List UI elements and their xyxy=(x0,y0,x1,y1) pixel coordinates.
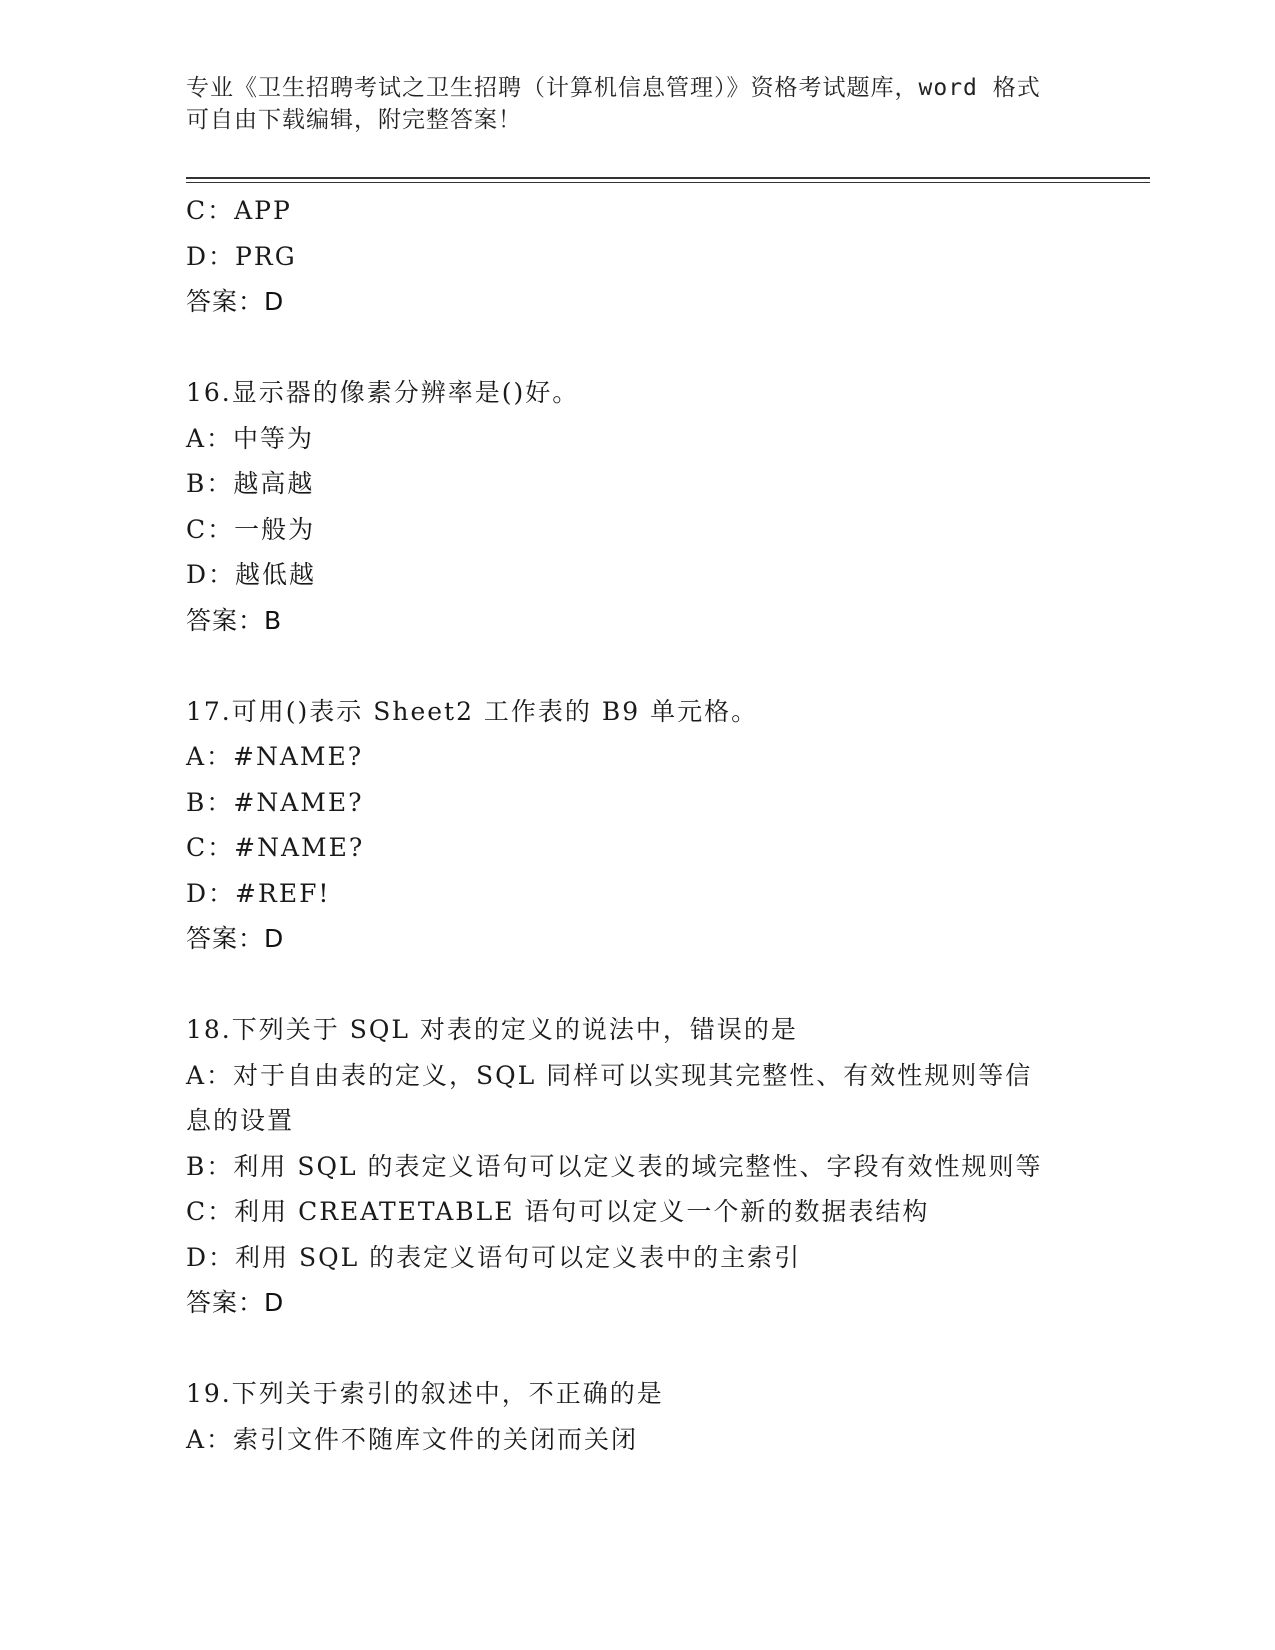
question-list xyxy=(186,188,1066,1462)
option-a: A：#NAME? xyxy=(186,742,364,771)
option-a-continued: 息的设置 xyxy=(186,1106,295,1135)
question-15-tail xyxy=(186,188,1066,325)
option-a: A：对于自由表的定义，SQL 同样可以实现其完整性、有效性规则等信 xyxy=(186,1060,1033,1090)
question-18 xyxy=(186,1007,1066,1326)
option-b: B：越高越 xyxy=(186,469,315,498)
header-line-2: 可自由下载编辑，附完整答案！ xyxy=(186,107,522,133)
option-d: D：#REF! xyxy=(186,878,331,908)
header-divider-thin xyxy=(186,182,1150,183)
question-17 xyxy=(186,689,1066,962)
option-a: A：索引文件不随库文件的关闭而关闭 xyxy=(186,1424,639,1454)
question-19 xyxy=(186,1371,1066,1462)
option-a: A：中等为 xyxy=(186,423,315,453)
answer-line: 答案：D xyxy=(186,924,285,953)
document-header xyxy=(186,72,1066,136)
answer-line: 答案：D xyxy=(186,1288,285,1317)
question-stem: 16.显示器的像素分辨率是()好。 xyxy=(186,378,580,407)
option-c: C：一般为 xyxy=(186,514,316,544)
option-b: B：利用 SQL 的表定义语句可以定义表的域完整性、字段有效性规则等 xyxy=(186,1151,1043,1181)
answer-line: 答案：D xyxy=(186,287,285,316)
spacer xyxy=(186,962,1066,1008)
option-b: B：#NAME? xyxy=(186,787,364,817)
question-stem: 18.下列关于 SQL 对表的定义的说法中，错误的是 xyxy=(186,1015,798,1044)
question-stem: 19.下列关于索引的叙述中，不正确的是 xyxy=(186,1379,664,1408)
option-d: D：PRG xyxy=(186,241,297,271)
option-c: C：利用 CREATETABLE 语句可以定义一个新的数据表结构 xyxy=(186,1197,930,1226)
option-c: C：APP xyxy=(186,196,292,225)
option-c: C：#NAME? xyxy=(186,833,365,862)
spacer xyxy=(186,1326,1066,1372)
option-d: D：利用 SQL 的表定义语句可以定义表中的主索引 xyxy=(186,1242,802,1272)
question-16 xyxy=(186,370,1066,643)
spacer xyxy=(186,325,1066,371)
option-d: D：越低越 xyxy=(186,560,317,589)
question-stem: 17.可用()表示 Sheet2 工作表的 B9 单元格。 xyxy=(186,696,759,726)
header-line-1: 专业《卫生招聘考试之卫生招聘（计算机信息管理）》资格考试题库，word 格式 xyxy=(186,75,1041,101)
spacer xyxy=(186,643,1066,689)
header-divider-thick xyxy=(186,177,1150,179)
answer-line: 答案：B xyxy=(186,605,283,635)
